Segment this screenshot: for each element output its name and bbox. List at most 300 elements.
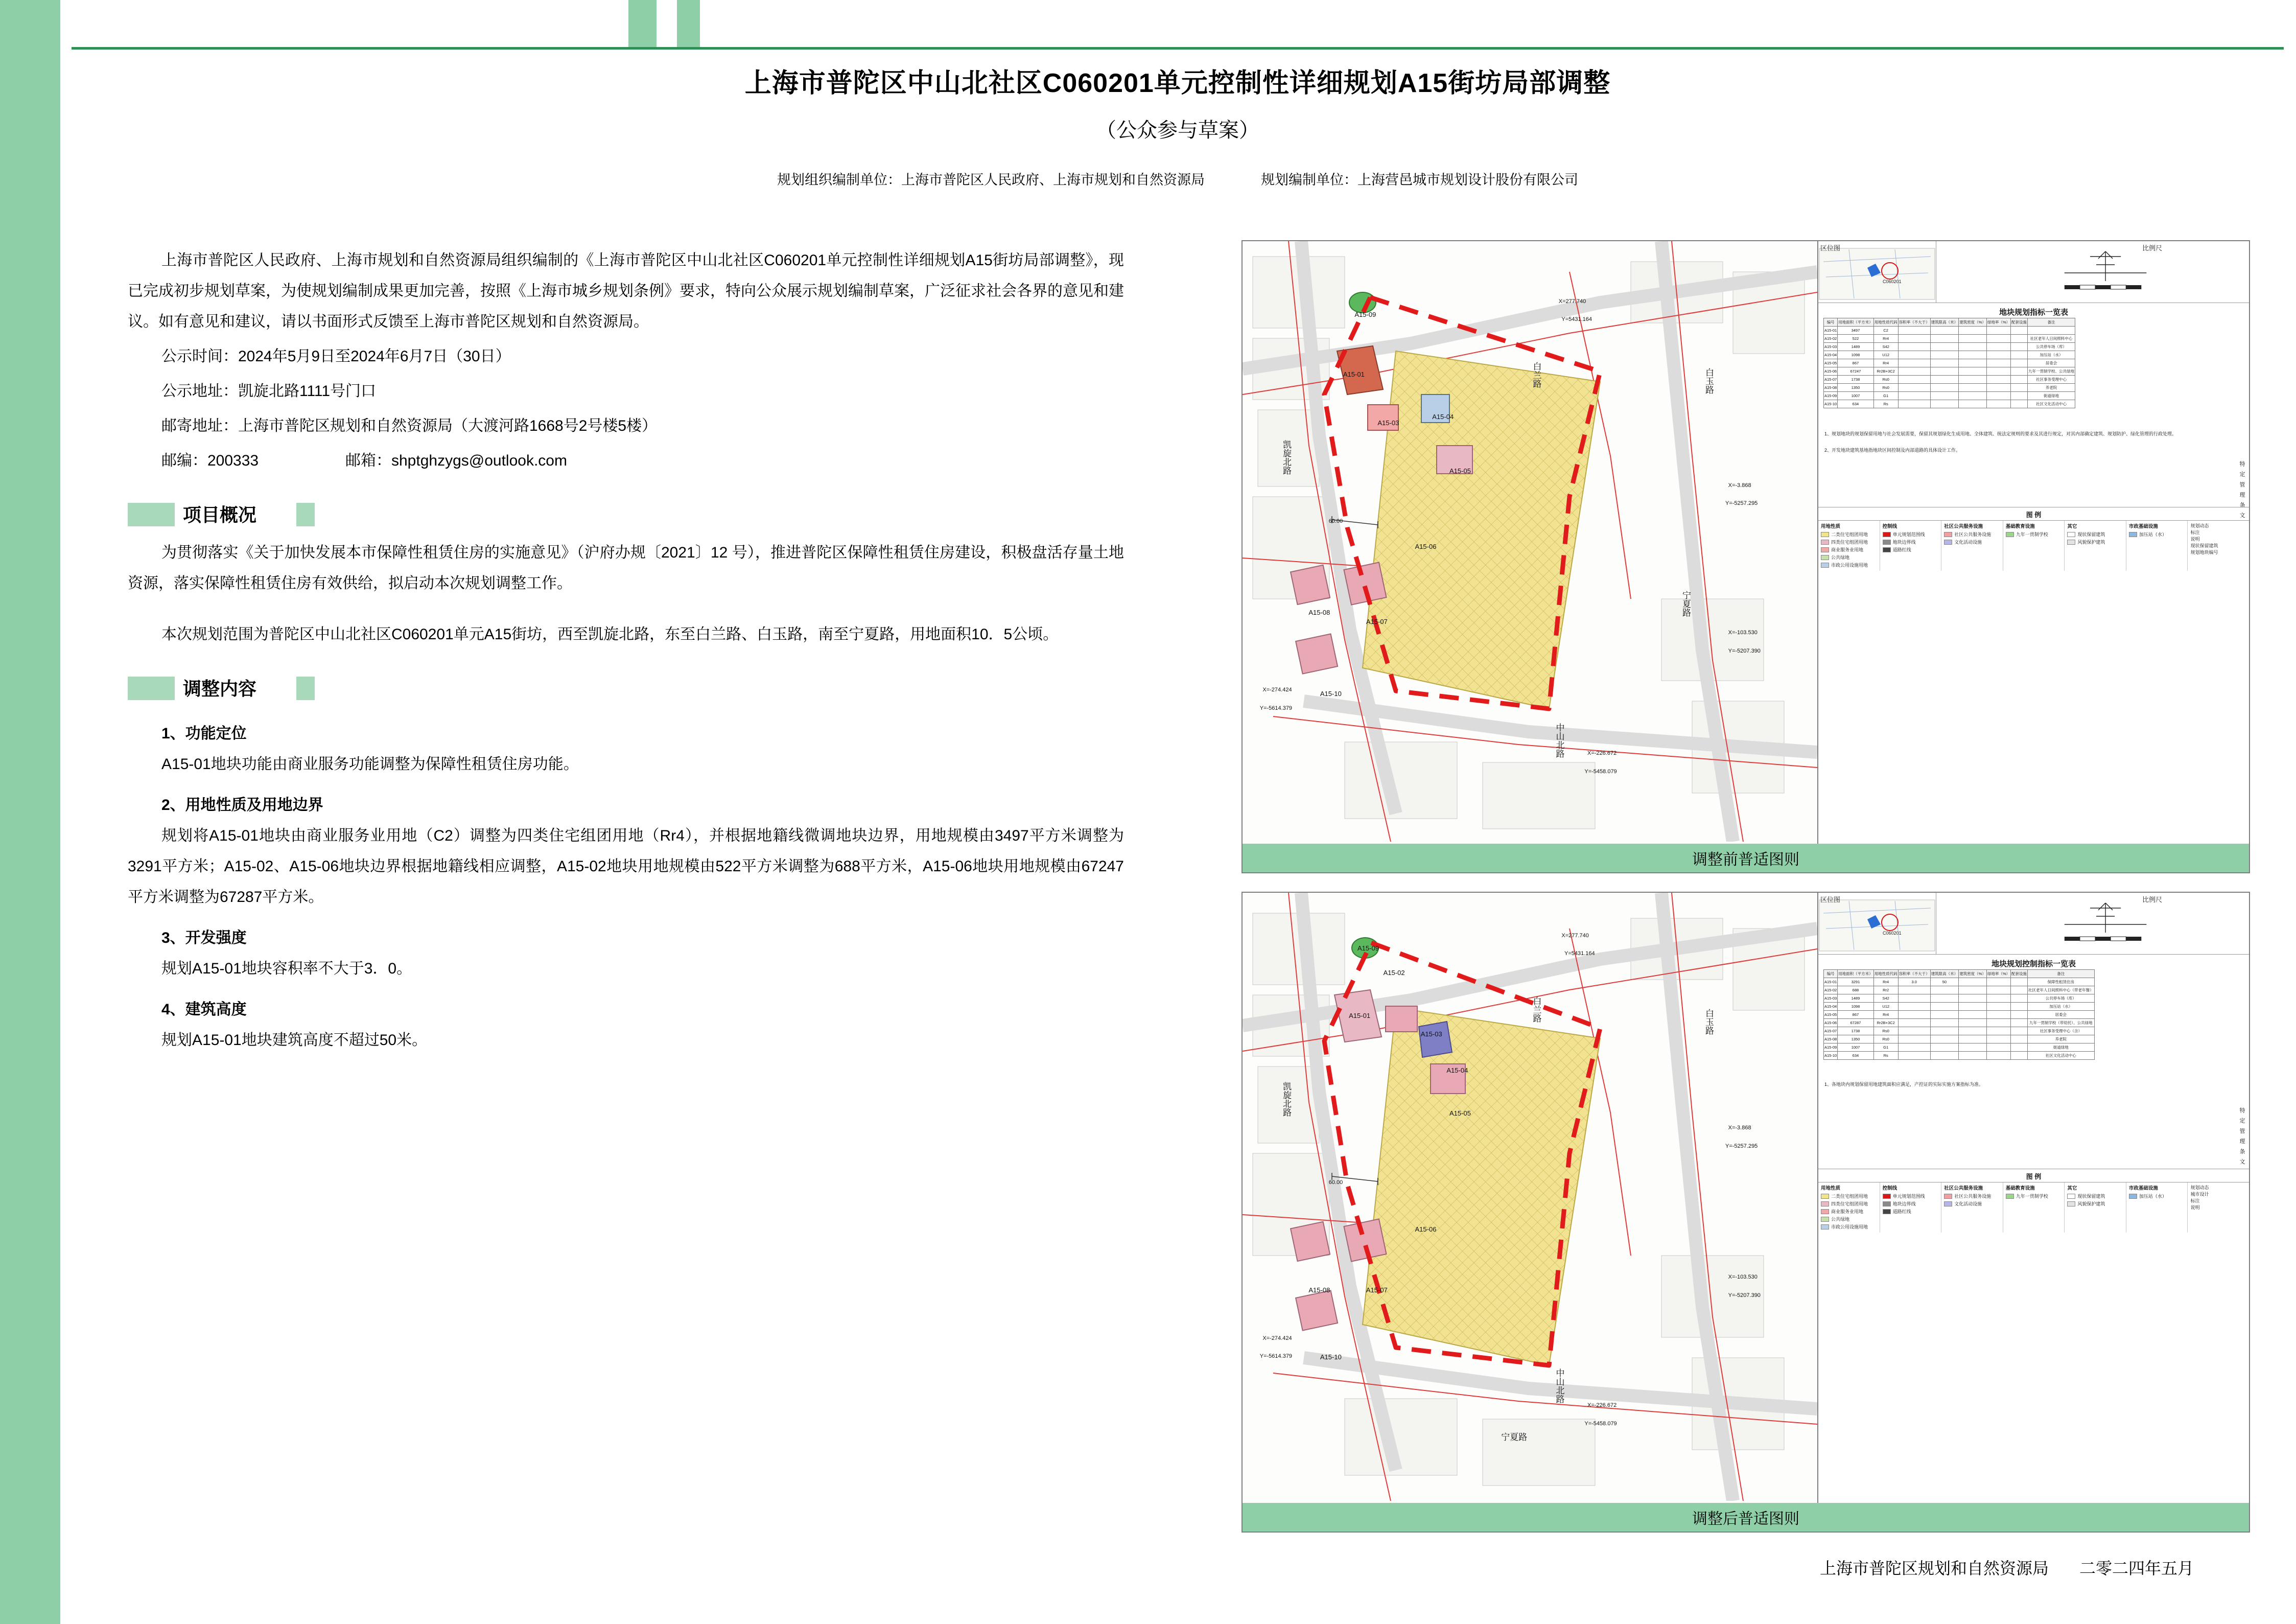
legend-item — [2006, 531, 2062, 538]
heading-bar-left-2 — [128, 677, 175, 700]
table-cell — [1930, 392, 1959, 400]
table-cell — [1898, 994, 1930, 1003]
table-col-header: 配套设施 — [2011, 970, 2028, 978]
table-cell: Rs — [1873, 1052, 1898, 1060]
table-cell: A15-02 — [1824, 335, 1838, 343]
coord-label: Y=5431.164 — [1561, 316, 1592, 323]
table-cell: A15-10 — [1824, 400, 1838, 408]
legend-item-label: 道路红线 — [1892, 547, 1911, 552]
legend-group — [1818, 521, 1880, 571]
scalebar-after — [1936, 893, 2249, 954]
table-cell — [2011, 1019, 2028, 1027]
parcel-label: A15-05 — [1449, 467, 1471, 475]
legend-item — [1883, 546, 1939, 553]
table-cell: S42 — [1873, 343, 1898, 351]
table-cell: Rr2B+3C2 — [1873, 1019, 1898, 1027]
legend-group — [2065, 1182, 2126, 1233]
section-2-title: 调整内容 — [183, 678, 257, 699]
table-cell — [1898, 1043, 1930, 1052]
legend-item-label: 加压站（水） — [2139, 532, 2167, 537]
table-col-header: 绿地率（%） — [1986, 970, 2010, 978]
table-row — [1824, 392, 2075, 400]
coord-label: X=-3.868 — [1728, 482, 1751, 489]
legend-item — [1883, 1193, 1939, 1199]
legend-extra-label: 规划动态 — [2190, 1185, 2209, 1190]
table-cell — [1930, 351, 1959, 359]
table-cell: Rr4 — [1873, 978, 1898, 986]
table-cell: A15-03 — [1824, 343, 1838, 351]
keymap-and-scale-row-after — [1818, 893, 2249, 955]
footer-issuer: 上海市普陀区规划和自然资源局 — [1819, 1559, 2049, 1577]
legend-swatch-icon — [1821, 547, 1829, 552]
table-row — [1824, 376, 2075, 384]
table-cell: 社区老年人日间照料中心 — [2028, 335, 2075, 343]
table-cell: A15-02 — [1824, 986, 1838, 994]
legend-item — [1883, 1208, 1939, 1215]
table-cell — [1930, 367, 1959, 376]
table-cell — [1930, 1043, 1959, 1052]
table-cell — [1930, 1027, 1959, 1035]
table-cell — [1930, 986, 1959, 994]
table-cell: A15-09 — [1824, 1043, 1838, 1052]
legend-item — [1883, 539, 1939, 545]
road-label: 白玉路 — [1704, 1008, 1714, 1035]
legend-group-title: 用地性质 — [1821, 1186, 1841, 1191]
legend-swatch-icon — [2129, 1194, 2137, 1199]
heading-bar-right — [296, 503, 315, 526]
table-cell — [1986, 327, 2010, 335]
page-footer — [1820, 1556, 2194, 1579]
table-header-row — [1824, 318, 2075, 327]
table-cell: 九年一贯制学校、公共绿地 — [2028, 367, 2075, 376]
legend-swatch-icon — [2067, 1201, 2075, 1207]
item-2-text: 规划将A15-01地块由商业服务业用地（C2）调整为四类住宅组团用地（Rr4），并根据地籍线微调地块边界，用地规模由3497平方米调整为3291平方米；A15-02、A15-06地块边界根据地籍线相应调整，A15-02地块用地规模由522平方米调整为688平方米，A15-06地块用地规模由67247平方米调整为67287平方米。 — [128, 827, 1124, 906]
table-cell: 1738 — [1838, 1027, 1874, 1035]
table-row — [1824, 1019, 2095, 1027]
legend-swatch-icon — [1821, 1217, 1829, 1222]
legend-group-title: 社区公共服务设施 — [1944, 1186, 1983, 1191]
legend-extra-label: 说明 — [2190, 537, 2200, 542]
table-cell: 1489 — [1838, 343, 1874, 351]
legend-item-label: 社区公共服务设施 — [1954, 532, 1992, 537]
table-row — [1824, 367, 2075, 376]
table-cell — [2011, 343, 2028, 351]
table-cell — [1930, 335, 1959, 343]
keymap-and-scale-row-before — [1818, 241, 2249, 303]
dimension-label-after: 60.00 — [1328, 1179, 1343, 1186]
table-cell: 867 — [1838, 359, 1874, 367]
publicity-address: 公示地址：凯旋北路1111号门口 — [161, 383, 377, 400]
legend-item — [1821, 1200, 1877, 1207]
table-cell: A15-05 — [1824, 359, 1838, 367]
coord-label: X=-274.424 — [1262, 687, 1292, 693]
table-row — [1824, 335, 2075, 343]
legend-swatch-icon — [1821, 1201, 1829, 1207]
table-cell — [1930, 1011, 1959, 1019]
table-cell — [1959, 978, 1987, 986]
table-col-header: 建筑密度（%） — [1959, 318, 1987, 327]
left-text-column — [128, 245, 1124, 1056]
table-col-header: 编号 — [1824, 970, 1838, 978]
map-drawing-before[interactable] — [1243, 241, 1818, 844]
table-cell — [1930, 376, 1959, 384]
table-col-header: 容积率（不大于） — [1898, 970, 1930, 978]
legend-columns-after — [1818, 1182, 2249, 1233]
table-cell: 社区老年人日间照料中心（带老年餐） — [2028, 986, 2095, 994]
table-cell: 养老院 — [2028, 1035, 2095, 1043]
legend-item-label: 地块边界线 — [1892, 1201, 1916, 1207]
table-cell — [1898, 376, 1930, 384]
parcel-label: A15-10 — [1320, 690, 1342, 698]
table-col-header: 用地面积（平方米） — [1838, 970, 1874, 978]
legend-item-label: 市政公用设施用地 — [1831, 563, 1868, 568]
map-vector-before — [1243, 241, 1817, 842]
table-cell: 加压站（水） — [2028, 1003, 2095, 1011]
legend-swatch-icon — [1821, 540, 1829, 545]
table-cell: 1098 — [1838, 1003, 1874, 1011]
legend-swatch-icon — [1883, 532, 1891, 537]
legend-title-before: 图 例 — [1818, 509, 2249, 521]
legend-title-after: 图 例 — [1818, 1171, 2249, 1182]
table-cell: 社区事务受理中心 — [2028, 376, 2075, 384]
table-cell: A15-09 — [1824, 392, 1838, 400]
table-cell: U12 — [1873, 351, 1898, 359]
road-label: 中山北路 — [1554, 1368, 1564, 1404]
parcel-label: A15-09 — [1354, 310, 1376, 318]
coord-label: X=-103.530 — [1728, 1274, 1758, 1281]
table-cell — [1959, 994, 1987, 1003]
legend-item-label: 市政公用设施用地 — [1831, 1224, 1868, 1229]
section-heading-content — [128, 674, 1124, 708]
scale-label: 比例尺 — [2142, 896, 2162, 903]
road-label: 白兰路 — [1531, 361, 1541, 388]
table-col-header: 建筑密度（%） — [1959, 970, 1987, 978]
table-row — [1824, 1043, 2095, 1052]
legend-item-label: 九年一贯制学校 — [2016, 532, 2048, 537]
coord-label: Y=-5207.390 — [1728, 1292, 1761, 1299]
legend-item — [1944, 1193, 2000, 1199]
legend-item — [1883, 531, 1939, 538]
table-cell — [1898, 1035, 1930, 1043]
scalebar-before — [1936, 241, 2249, 303]
table-cell: Rr2B+3C2 — [1873, 367, 1898, 376]
parcel-label: A15-03 — [1420, 1030, 1442, 1038]
table-body-after — [1824, 978, 2095, 1060]
legend-swatch-icon — [1944, 540, 1952, 545]
coord-label: Y=5431.164 — [1564, 950, 1595, 957]
legend-item-label: 风貌保护建筑 — [2077, 1201, 2105, 1207]
legend-item — [1944, 1200, 2000, 1207]
table-row — [1824, 1035, 2095, 1043]
table-cell — [1959, 400, 1987, 408]
table-cell — [1959, 384, 1987, 392]
table-cell: A15-08 — [1824, 1035, 1838, 1043]
table-cell: 九年一贯制学校（带幼托）、公共绿地 — [2028, 1019, 2095, 1027]
legend-item — [1821, 1216, 1877, 1222]
legend-item — [1821, 539, 1877, 545]
table-col-header: 用地面积（平方米） — [1838, 318, 1874, 327]
parcel-index-table-before — [1823, 318, 2075, 408]
legend-extra-label: 现状保留建筑 — [2190, 543, 2218, 548]
legend-item-label: 文化活动设施 — [1954, 540, 1982, 545]
keymap-after — [1818, 893, 1936, 954]
table-cell: A15-06 — [1824, 1019, 1838, 1027]
table-cell — [1930, 359, 1959, 367]
table-cell: 公共停车场（库） — [2028, 343, 2075, 351]
header-units — [77, 169, 2279, 189]
decor-top-band — [72, 0, 2296, 47]
legend-swatch-icon — [1883, 540, 1891, 545]
item-4-title: 4、建筑高度 — [161, 1001, 247, 1018]
map-panel-after[interactable] — [1241, 892, 2250, 1533]
heading-bar-right-2 — [296, 677, 315, 700]
item-3-text: 规划A15-01地块容积率不大于3．0。 — [161, 960, 412, 977]
table-cell — [1986, 1052, 2010, 1060]
table-row — [1824, 1052, 2095, 1060]
table-cell: 1007 — [1838, 1043, 1874, 1052]
table-cell — [1959, 1011, 1987, 1019]
table-cell — [2011, 1043, 2028, 1052]
map-drawing-after[interactable] — [1243, 893, 1818, 1503]
table-row — [1824, 978, 2095, 986]
table-cell — [2011, 1052, 2028, 1060]
legend-extra-label: 规划地块编号 — [2190, 550, 2218, 555]
map-caption-before: 调整前普适图则 — [1243, 844, 2249, 872]
parcel-label: A15-06 — [1415, 542, 1437, 550]
map-legend-panel-before — [1818, 241, 2249, 844]
table-cell — [2011, 376, 2028, 384]
table-cell: S42 — [1873, 994, 1898, 1003]
legend-item — [1821, 1208, 1877, 1215]
table-cell — [2011, 1003, 2028, 1011]
legend-swatch-icon — [1944, 532, 1952, 537]
table-cell: G1 — [1873, 392, 1898, 400]
table-cell — [1986, 392, 2010, 400]
map-caption-after: 调整后普适图则 — [1243, 1503, 2249, 1532]
legend-group-title: 市政基础设施 — [2128, 1186, 2158, 1191]
table-cell: C2 — [1873, 327, 1898, 335]
table-cell: 社区文化活动中心 — [2028, 400, 2075, 408]
dimension-label-before: 60.00 — [1328, 518, 1343, 525]
legend-item — [2129, 1193, 2185, 1199]
legend-swatch-icon — [1821, 1224, 1829, 1229]
legend-item — [2067, 531, 2123, 538]
road-label: 白玉路 — [1704, 367, 1714, 394]
table-cell: Rr4 — [1873, 1011, 1898, 1019]
table-cell: 3497 — [1838, 327, 1874, 335]
legend-group — [2126, 1182, 2188, 1233]
coord-label: Y=-5614.379 — [1259, 705, 1293, 711]
table-cell: Rr4 — [1873, 359, 1898, 367]
table-col-header: 容积率（不大于） — [1898, 318, 1930, 327]
table-row — [1824, 343, 2075, 351]
table-cell: 50 — [1930, 978, 1959, 986]
legend-swatch-icon — [1821, 532, 1829, 537]
table-cell — [2011, 392, 2028, 400]
table-col-header: 配套设施 — [2011, 318, 2028, 327]
table-row — [1824, 1027, 2095, 1035]
table-cell: A15-05 — [1824, 1011, 1838, 1019]
legend-group-title: 其它 — [2067, 524, 2077, 529]
table-cell: 养老院 — [2028, 384, 2075, 392]
legend-item — [1821, 562, 1877, 568]
legend-item-label: 二类住宅组团用地 — [1831, 532, 1868, 537]
map-panel-before[interactable] — [1241, 240, 2250, 873]
table-cell: A15-08 — [1824, 384, 1838, 392]
legend-swatch-icon — [2067, 1194, 2075, 1199]
table-cell — [1930, 1019, 1959, 1027]
item-4-text: 规划A15-01地块建筑高度不超过50米。 — [161, 1032, 428, 1049]
table-note-1-before: 1、规划地块的规划保留用地与社会发展需要，保留其规划绿化生成用地、全体建筑、统法定规则的要求及其进行规定，对其内部确定建筑、规划防护、绿化管理的行政处理。 — [1824, 431, 2177, 436]
coord-label: X=-226.672 — [1587, 750, 1617, 757]
legend-item — [1883, 1200, 1939, 1207]
table-col-header: 用地性质代码 — [1873, 970, 1898, 978]
table-cell: A15-06 — [1824, 367, 1838, 376]
legend-swatch-icon — [1821, 1194, 1829, 1199]
table-cell: 1007 — [1838, 392, 1874, 400]
table-cell — [2028, 327, 2075, 335]
table-cell — [2011, 327, 2028, 335]
legend-swatch-icon — [1883, 1201, 1891, 1207]
legend-item-label: 单元规划范围线 — [1892, 532, 1925, 537]
legend-group-title: 基础教育设施 — [2005, 1186, 2035, 1191]
parcel-label: A15-02 — [1383, 969, 1405, 977]
svg-text:C060201: C060201 — [1883, 279, 1902, 284]
zip-label: 邮编：200333 — [161, 452, 259, 469]
coord-label: X=-226.672 — [1587, 1402, 1617, 1408]
legend-item-label: 文化活动设施 — [1954, 1201, 1982, 1207]
legend-group-title: 社区公共服务设施 — [1944, 524, 1983, 529]
table-cell — [2011, 1027, 2028, 1035]
parcel-label: A15-05 — [1449, 1109, 1471, 1117]
table-cell — [1959, 367, 1987, 376]
legend-group-title: 控制线 — [1882, 1186, 1897, 1191]
table-cell: 街道绿地 — [2028, 1043, 2095, 1052]
table-row — [1824, 1011, 2095, 1019]
legend-group-title: 用地性质 — [1821, 524, 1841, 529]
table-cell — [2011, 1011, 2028, 1019]
table-cell: Rs0 — [1873, 384, 1898, 392]
table-cell — [1986, 351, 2010, 359]
legend-group — [2003, 1182, 2065, 1233]
legend-extra-label: 标注 — [2190, 1198, 2200, 1203]
table-cell: 加压站（水） — [2028, 351, 2075, 359]
table-cell — [1898, 1019, 1930, 1027]
table-col-header: 建筑限高（米） — [1930, 970, 1959, 978]
legend-item-label: 加压站（水） — [2139, 1194, 2167, 1199]
table-cell: 67287 — [1838, 1019, 1874, 1027]
legend-item — [1821, 531, 1877, 538]
legend-extra-label: 说明 — [2190, 1205, 2200, 1210]
parcel-label: A15-10 — [1320, 1353, 1342, 1361]
table-row — [1824, 351, 2075, 359]
email-label: 邮箱：shptghzygs@outlook.com — [345, 452, 567, 469]
table-cell — [1898, 384, 1930, 392]
table-cell: Rs0 — [1873, 1035, 1898, 1043]
road-label: 中山北路 — [1554, 723, 1564, 758]
draft-unit-label: 规划编制单位：上海营邑城市规划设计股份有限公司 — [1261, 172, 1578, 188]
legend-after — [1818, 1169, 2249, 1500]
table-cell — [1986, 367, 2010, 376]
table-title-after: 地块规划控制指标一览表 — [1991, 960, 2076, 968]
table-cell — [1898, 1011, 1930, 1019]
item-3-title: 3、开发强度 — [161, 930, 247, 946]
table-cell — [1986, 335, 2010, 343]
table-cell — [1986, 384, 2010, 392]
table-cell: 1098 — [1838, 351, 1874, 359]
table-row — [1824, 359, 2075, 367]
intro-paragraph: 上海市普陀区人民政府、上海市规划和自然资源局组织编制的《上海市普陀区中山北社区C060201单元控制性详细规划A15街坊局部调整》，现已完成初步规划草案，为使规划编制成果更加完善，按照《上海市城乡规划条例》要求，特向公众展示规划编制草案，广泛征求社会各界的意见和建议。如有意见和建议，请以书面形式反馈至上海市普陀区规划和自然资源局。 — [128, 252, 1124, 330]
table-cell: 1489 — [1838, 994, 1874, 1003]
table-cell — [2011, 986, 2028, 994]
parcel-label: A15-01 — [1349, 1011, 1371, 1019]
table-row — [1824, 384, 2075, 392]
table-cell — [2011, 335, 2028, 343]
table-cell — [1986, 343, 2010, 351]
table-cell — [2011, 384, 2028, 392]
table-cell — [1898, 367, 1930, 376]
table-note-2-before: 2、开发地块建筑基地指地块区间控制及内部道路的具体设计工作。 — [1824, 448, 1961, 453]
legend-swatch-icon — [2006, 532, 2014, 537]
table-cell — [1898, 986, 1930, 994]
legend-item — [1821, 1223, 1877, 1230]
decor-left-bar — [0, 0, 60, 1624]
coord-label: X=-103.530 — [1728, 630, 1758, 636]
table-cell: A15-04 — [1824, 1003, 1838, 1011]
legend-swatch-icon — [1944, 1201, 1952, 1207]
table-cell: A15-10 — [1824, 1052, 1838, 1060]
table-cell — [1959, 1035, 1987, 1043]
zip-and-email — [128, 446, 1124, 476]
table-cell: 634 — [1838, 1052, 1874, 1060]
legend-group-title: 基础教育设施 — [2005, 524, 2035, 529]
legend-item-label: 现状保留建筑 — [2077, 532, 2105, 537]
parcel-label: A15-06 — [1415, 1225, 1437, 1233]
decor-top-green-gap — [657, 0, 677, 47]
table-cell — [1959, 1043, 1987, 1052]
page-title: 上海市普陀区中山北社区C060201单元控制性详细规划A15街坊局部调整 — [744, 68, 1611, 98]
table-cell — [1986, 978, 2010, 986]
legend-group — [1941, 521, 2003, 571]
legend-columns-before — [1818, 521, 2249, 571]
legend-swatch-icon — [1883, 1194, 1891, 1199]
table-cell: A15-07 — [1824, 1027, 1838, 1035]
table-cell: 1738 — [1838, 376, 1874, 384]
table-header-row — [1824, 970, 2095, 978]
legend-item-label: 道路红线 — [1892, 1209, 1911, 1214]
table-cell: A15-04 — [1824, 351, 1838, 359]
table-col-header: 编号 — [1824, 318, 1838, 327]
legend-item-label: 商业服务业用地 — [1831, 547, 1864, 552]
scale-label: 比例尺 — [2142, 244, 2162, 252]
table-cell: 社区文化活动中心 — [2028, 1052, 2095, 1060]
table-cell: 522 — [1838, 335, 1874, 343]
publicity-time: 公示时间：2024年5月9日至2024年6月7日（30日） — [161, 348, 511, 365]
table-row — [1824, 1003, 2095, 1011]
table-note-1-after: 1、各地块内规划保留用地建筑面积应满足，产控证的实际实施方案指标为准。 — [1824, 1082, 1984, 1087]
table-cell — [2011, 367, 2028, 376]
table-row — [1824, 994, 2095, 1003]
legend-group — [1818, 1182, 1880, 1233]
legend-item — [2067, 1193, 2123, 1199]
table-cell — [1898, 1027, 1930, 1035]
table-cell — [1898, 1052, 1930, 1060]
table-cell — [1959, 1019, 1987, 1027]
table-cell — [1930, 384, 1959, 392]
legend-group — [2065, 521, 2126, 571]
map-vector-after — [1243, 893, 1817, 1501]
table-cell: Rr4 — [1873, 335, 1898, 343]
